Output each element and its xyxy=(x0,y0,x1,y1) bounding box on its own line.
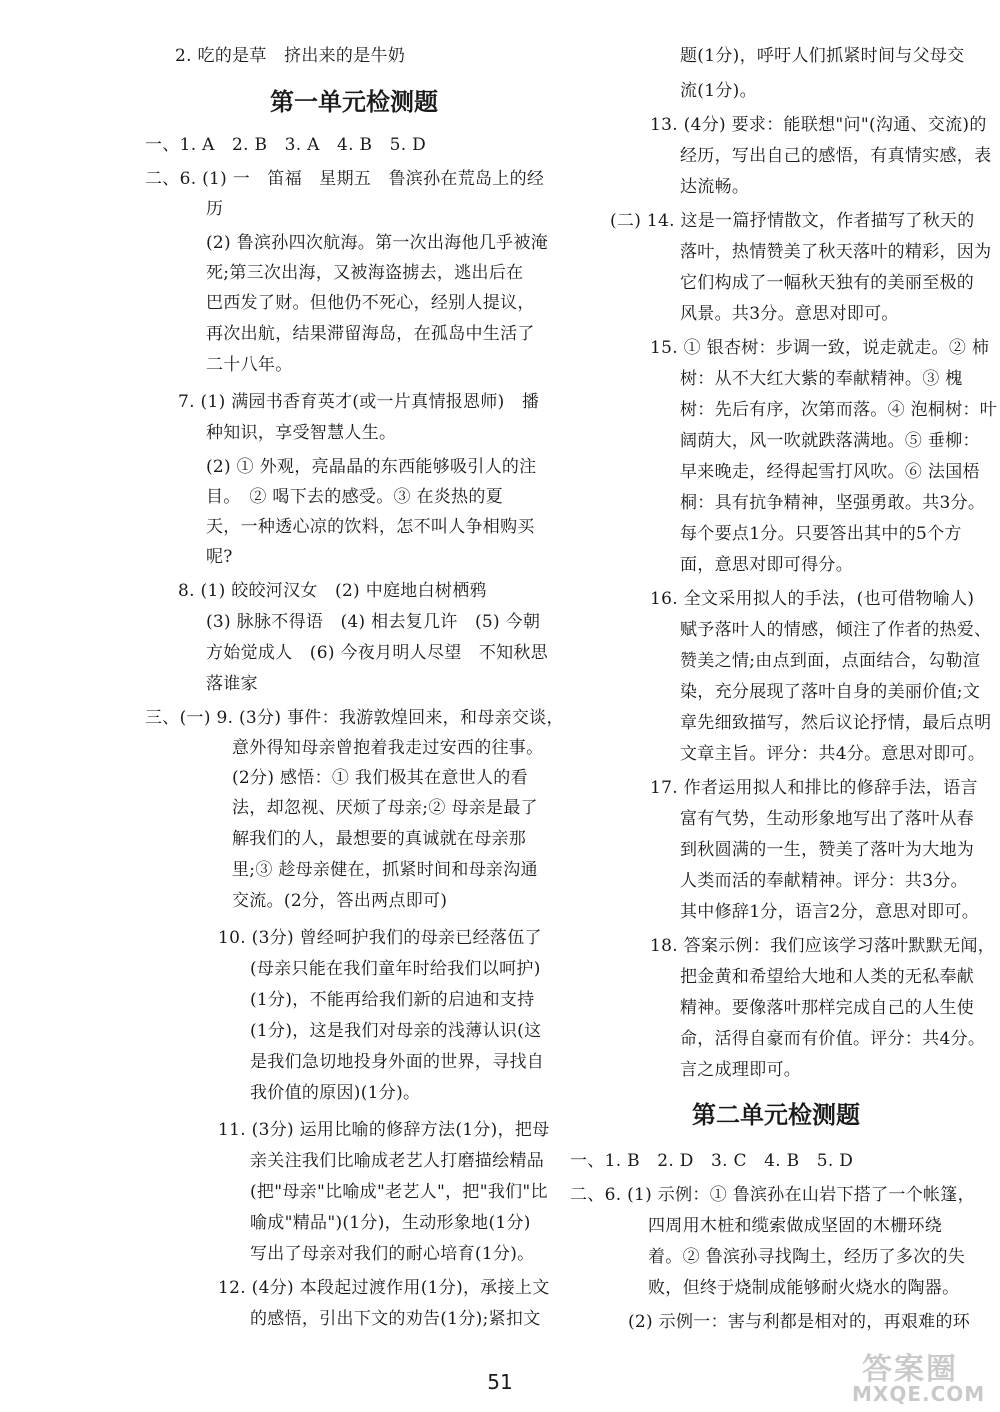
text-line: 染，充分展现了落叶自身的美丽价值;文 xyxy=(680,682,981,702)
text-line: (母亲只能在我们童年时给我们以呵护) xyxy=(250,959,541,979)
watermark-logo-text: 答案圈 xyxy=(862,1352,958,1387)
text-line: 解我们的人，最想要的真诚就在母亲那 xyxy=(232,829,527,849)
section-title: 第一单元检测题 xyxy=(270,88,438,116)
text-line: 交流。(2分，答出两点即可) xyxy=(232,891,448,911)
text-line: 赞美之情;由点到面，点面结合，勾勒渲 xyxy=(680,651,981,671)
text-line: 达流畅。 xyxy=(680,177,750,197)
text-line: 桐：具有抗争精神，坚强勇敢。共3分。 xyxy=(680,493,986,513)
text-line: 落谁家 xyxy=(206,674,258,694)
section-title: 第二单元检测题 xyxy=(692,1101,860,1129)
text-line: 面，意思对即可得分。 xyxy=(680,555,853,575)
text-line: 题(1分)，呼吁人们抓紧时间与父母交 xyxy=(680,46,965,66)
text-line: 赋予落叶人的情感，倾注了作者的热爱、 xyxy=(680,620,992,640)
text-line: 10. (3分) 曾经呵护我们的母亲已经落伍了 xyxy=(218,928,542,948)
text-line: 二、6. (1) 示例：① 鲁滨孙在山岩下搭了一个帐篷， xyxy=(570,1185,975,1205)
text-line: 落叶，热情赞美了秋天落叶的精彩，因为 xyxy=(680,242,992,262)
text-line: 命，活得自豪而有价值。评分：共4分。 xyxy=(680,1029,986,1049)
text-line: 树：从不大红大紫的奉献精神。③ 槐 xyxy=(680,369,963,389)
text-line: 到秋圆满的一生，赞美了落叶为大地为 xyxy=(680,840,975,860)
text-line: 其中修辞1分，语言2分，意思对即可。 xyxy=(680,902,980,922)
text-line: 精神。要像落叶那样完成自己的人生使 xyxy=(680,998,975,1018)
text-line: 言之成理即可。 xyxy=(680,1060,802,1080)
text-line: 三、(一) 9. (3分) 事件：我游敦煌回来，和母亲交谈， xyxy=(145,708,564,728)
text-line: 方始觉成人 (6) 今夜月明人尽望 不知秋思 xyxy=(206,643,549,663)
text-line: (1分)，这是我们对母亲的浅薄认识(这 xyxy=(250,1021,542,1041)
text-line: 人类而活的奉献精神。评分：共3分。 xyxy=(680,871,968,891)
text-line: 呢? xyxy=(206,547,233,567)
text-line: 15. ① 银杏树：步调一致，说走就走。② 柿 xyxy=(650,338,990,358)
text-line: 历 xyxy=(206,199,224,219)
text-line: 树：先后有序，次第而落。④ 泡桐树：叶 xyxy=(680,400,998,420)
text-line: 阔荫大，风一吹就跌落满地。⑤ 垂柳： xyxy=(680,431,980,451)
text-line: 11. (3分) 运用比喻的修辞方法(1分)，把母 xyxy=(218,1120,550,1140)
text-line: 二、6. (1) 一 笛福 星期五 鲁滨孙在荒岛上的经 xyxy=(145,169,545,189)
text-line: 把金黄和希望给大地和人类的无私奉献 xyxy=(680,967,975,987)
text-line: 17. 作者运用拟人和排比的修辞手法，语言 xyxy=(650,778,978,798)
text-line: 败，但终于烧制成能够耐火烧水的陶器。 xyxy=(648,1278,960,1298)
text-line: 法，却忽视、厌烦了母亲;② 母亲是最了 xyxy=(232,798,538,818)
text-line: 里;③ 趁母亲健在，抓紧时间和母亲沟通 xyxy=(232,860,538,880)
text-line: (2) 鲁滨孙四次航海。第一次出海他几乎被淹 xyxy=(206,233,549,253)
text-line: 8. (1) 皎皎河汉女 (2) 中庭地白树栖鸦 xyxy=(178,581,487,601)
text-line: (3) 脉脉不得语 (4) 相去复几许 (5) 今朝 xyxy=(206,612,541,632)
text-line: 我价值的原因)(1分)。 xyxy=(250,1083,421,1103)
text-line: 是我们急切地投身外面的世界，寻找自 xyxy=(250,1052,545,1072)
text-line: (把"母亲"比喻成"老艺人"，把"我们"比 xyxy=(250,1182,548,1202)
text-line: 每个要点1分。只要答出其中的5个方 xyxy=(680,524,962,544)
text-line: 巴西发了财。但他仍不死心，经别人提议， xyxy=(206,293,535,313)
text-line: 章先细致描写，然后议论抒情，最后点明 xyxy=(680,713,992,733)
watermark xyxy=(852,1344,992,1406)
text-line: 富有气势，生动形象地写出了落叶从春 xyxy=(680,809,975,829)
text-line: 7. (1) 满园书香育英才(或一片真情报恩师) 播 xyxy=(178,392,540,412)
text-line: 喻成"精品")(1分)，生动形象地(1分) xyxy=(250,1213,531,1233)
text-line: 意外得知母亲曾抱着我走过安西的往事。 xyxy=(232,738,544,758)
text-line: 着。② 鲁滨孙寻找陶土，经历了多次的失 xyxy=(648,1247,966,1267)
text-line: 再次出航，结果滞留海岛，在孤岛中生活了 xyxy=(206,324,535,344)
text-line: 18. 答案示例：我们应该学习落叶默默无闻， xyxy=(650,936,996,956)
text-line: 风景。共3分。意思对即可。 xyxy=(680,304,899,324)
text-line: 12. (4分) 本段起过渡作用(1分)，承接上文 xyxy=(218,1278,550,1298)
text-line: 一、1. B 2. D 3. C 4. B 5. D xyxy=(570,1151,854,1171)
text-line: 的感悟，引出下文的劝告(1分);紧扣文 xyxy=(250,1309,541,1329)
text-line: 经历，写出自己的感悟，有真情实感，表 xyxy=(680,146,992,166)
text-line: (1分)，不能再给我们新的启迪和支持 xyxy=(250,990,535,1010)
text-line: (二) 14. 这是一篇抒情散文，作者描写了秋天的 xyxy=(610,211,975,231)
text-line: 流(1分)。 xyxy=(680,81,757,101)
text-line: 天，一种透心凉的饮料，怎不叫人争相购买 xyxy=(206,517,535,537)
watermark-site-text: MXQE.COM xyxy=(852,1382,986,1406)
text-line: (2) ① 外观，亮晶晶的东西能够吸引人的注 xyxy=(206,457,537,477)
text-line: (2) 示例一：害与利都是相对的，再艰难的环 xyxy=(628,1312,971,1332)
text-line: 亲关注我们比喻成老艺人打磨描绘精品 xyxy=(250,1151,545,1171)
page-number: 51 xyxy=(487,1370,513,1394)
text-line: 它们构成了一幅秋天独有的美丽至极的 xyxy=(680,273,975,293)
text-line: (2分) 感悟：① 我们极其在意世人的看 xyxy=(232,768,528,788)
text-line: 目。 ② 喝下去的感受。③ 在炎热的夏 xyxy=(206,487,504,507)
text-line: 13. (4分) 要求：能联想"问"(沟通、交流)的 xyxy=(650,115,987,135)
text-line: 16. 全文采用拟人的手法，(也可借物喻人) xyxy=(650,589,975,609)
text-line: 写出了母亲对我们的耐心培育(1分)。 xyxy=(250,1244,535,1264)
text-line: 一、1. A 2. B 3. A 4. B 5. D xyxy=(145,135,427,155)
text-line: 种知识，享受智慧人生。 xyxy=(206,423,397,443)
text-line: 二十八年。 xyxy=(206,355,293,375)
text-line: 四周用木桩和缆索做成坚固的木栅环绕 xyxy=(648,1216,943,1236)
text-line: 死;第三次出海，又被海盗掳去，逃出后在 xyxy=(206,263,524,283)
text-line: 文章主旨。评分：共4分。意思对即可。 xyxy=(680,744,986,764)
text-line: 早来晚走，经得起雪打风吹。⑥ 法国梧 xyxy=(680,462,980,482)
text-line: 2. 吃的是草 挤出来的是牛奶 xyxy=(175,46,406,66)
